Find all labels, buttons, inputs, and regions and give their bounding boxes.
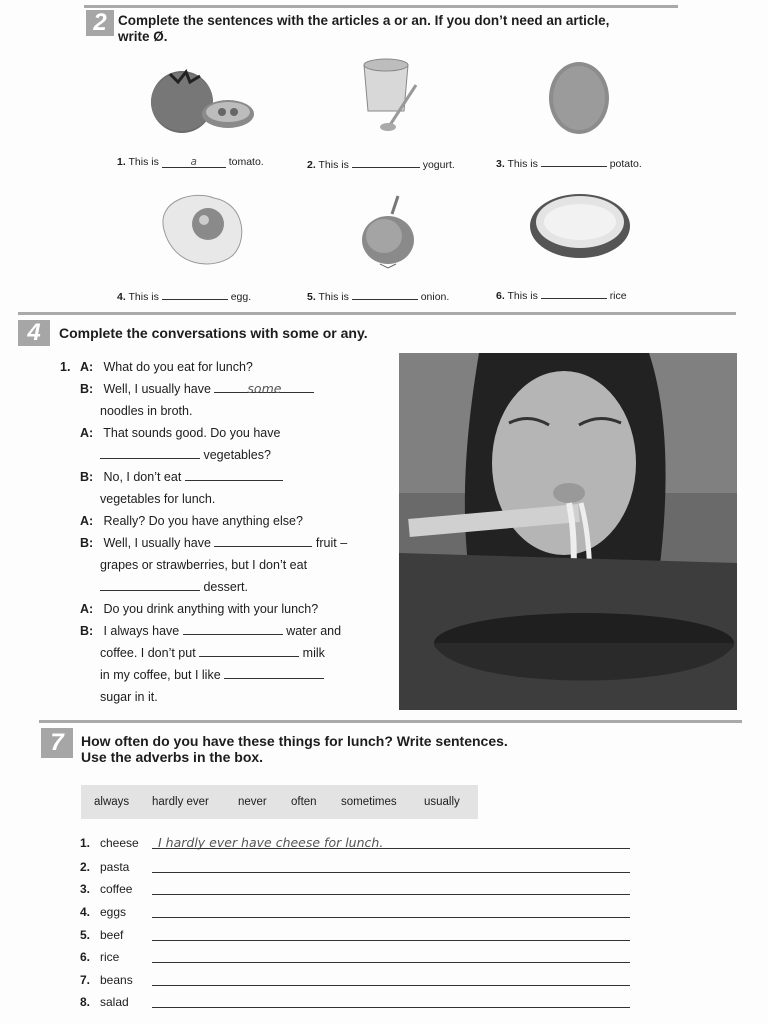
exercise-7-item-6: 6. rice xyxy=(80,950,640,968)
egg-illustration xyxy=(154,190,249,268)
adverb-word: always xyxy=(94,796,130,808)
answer-blank[interactable] xyxy=(541,155,607,167)
answer-blank[interactable] xyxy=(199,645,299,657)
conversation: 1. A: What do you eat for lunch? B: Well, I usually have some noodles in broth. A: That sounds good. Do you have vegetables? B: No, I don’t eat vegetables for lunch. A: Really? Do you have anything else? B: Well, I usually have fruit – grapes or strawberries, but I don’t eat dessert. A: Do you drink anything with your lunch? B: I always have water and coffee. I don’t put milk in my coffee, but I like sugar in it. xyxy=(60,360,348,704)
exercise-number-badge: 7 xyxy=(41,728,73,758)
section-divider xyxy=(39,720,742,723)
exercise-7-item-7: 7. beans xyxy=(80,973,640,991)
adverb-word: sometimes xyxy=(341,796,397,808)
adverb-word: often xyxy=(291,796,317,808)
exercise-2-item-5: 5. This is onion. xyxy=(307,288,449,303)
answer-blank[interactable] xyxy=(352,156,420,168)
potato-illustration xyxy=(545,58,615,136)
exercise-4-instruction: Complete the conversations with some or any. xyxy=(59,325,368,341)
answer-blank[interactable] xyxy=(162,288,228,300)
exercise-7-item-4: 4. eggs xyxy=(80,905,640,923)
rice-bowl-illustration xyxy=(528,188,632,266)
yogurt-illustration xyxy=(356,55,428,135)
exercise-2-item-2: 2. This is yogurt. xyxy=(307,156,455,171)
answer-blank[interactable] xyxy=(224,667,324,679)
exercise-2-item-4: 4. This is egg. xyxy=(117,288,251,303)
answer-blank[interactable] xyxy=(100,579,200,591)
adverb-box xyxy=(81,785,478,819)
exercise-number-badge: 2 xyxy=(86,10,114,36)
adverb-word: never xyxy=(238,796,267,808)
section-divider xyxy=(84,5,678,8)
exercise-7-item-8: 8. salad xyxy=(80,995,640,1013)
answer-line[interactable] xyxy=(152,848,630,849)
answer-blank[interactable] xyxy=(214,535,312,547)
exercise-7-item-2: 2. pasta xyxy=(80,860,640,878)
adverb-word: usually xyxy=(424,796,460,808)
exercise-7-item-3: 3. coffee xyxy=(80,882,640,900)
exercise-2-item-6: 6. This is rice xyxy=(496,287,627,302)
adverb-word: hardly ever xyxy=(152,796,209,808)
answer-blank[interactable] xyxy=(185,469,283,481)
exercise-number-badge: 4 xyxy=(18,320,50,346)
exercise-7-instruction: How often do you have these things for lunch? Write sentences. Use the adverbs in the box. xyxy=(81,733,508,765)
answer-blank[interactable] xyxy=(352,288,418,300)
answer-blank[interactable] xyxy=(100,447,200,459)
exercise-7-item-1: 1. cheese I hardly ever have cheese for lunch. xyxy=(80,836,640,854)
answer-line[interactable] xyxy=(152,894,630,895)
woman-eating-noodles-photo xyxy=(399,353,737,710)
answer-line[interactable] xyxy=(152,985,630,986)
exercise-2-item-3: 3. This is potato. xyxy=(496,155,642,170)
answer-line[interactable] xyxy=(152,872,630,873)
answer-line[interactable] xyxy=(152,917,630,918)
answer-line[interactable] xyxy=(152,1007,630,1008)
answer-text: I hardly ever have cheese for lunch. xyxy=(158,835,384,850)
answer-blank[interactable]: a xyxy=(162,156,226,168)
exercise-2-instruction: Complete the sentences with the articles a or an. If you don’t need an article, write Ø. xyxy=(118,13,610,44)
answer-line[interactable] xyxy=(152,962,630,963)
tomato-illustration xyxy=(148,62,258,134)
section-divider xyxy=(18,312,736,315)
exercise-7-item-5: 5. beef xyxy=(80,928,640,946)
answer-line[interactable] xyxy=(152,940,630,941)
answer-blank[interactable] xyxy=(541,287,607,299)
exercise-2-item-1: 1. This is a tomato. xyxy=(117,156,264,168)
onion-illustration xyxy=(358,192,420,270)
answer-blank[interactable]: some xyxy=(214,378,314,393)
answer-blank[interactable] xyxy=(183,623,283,635)
